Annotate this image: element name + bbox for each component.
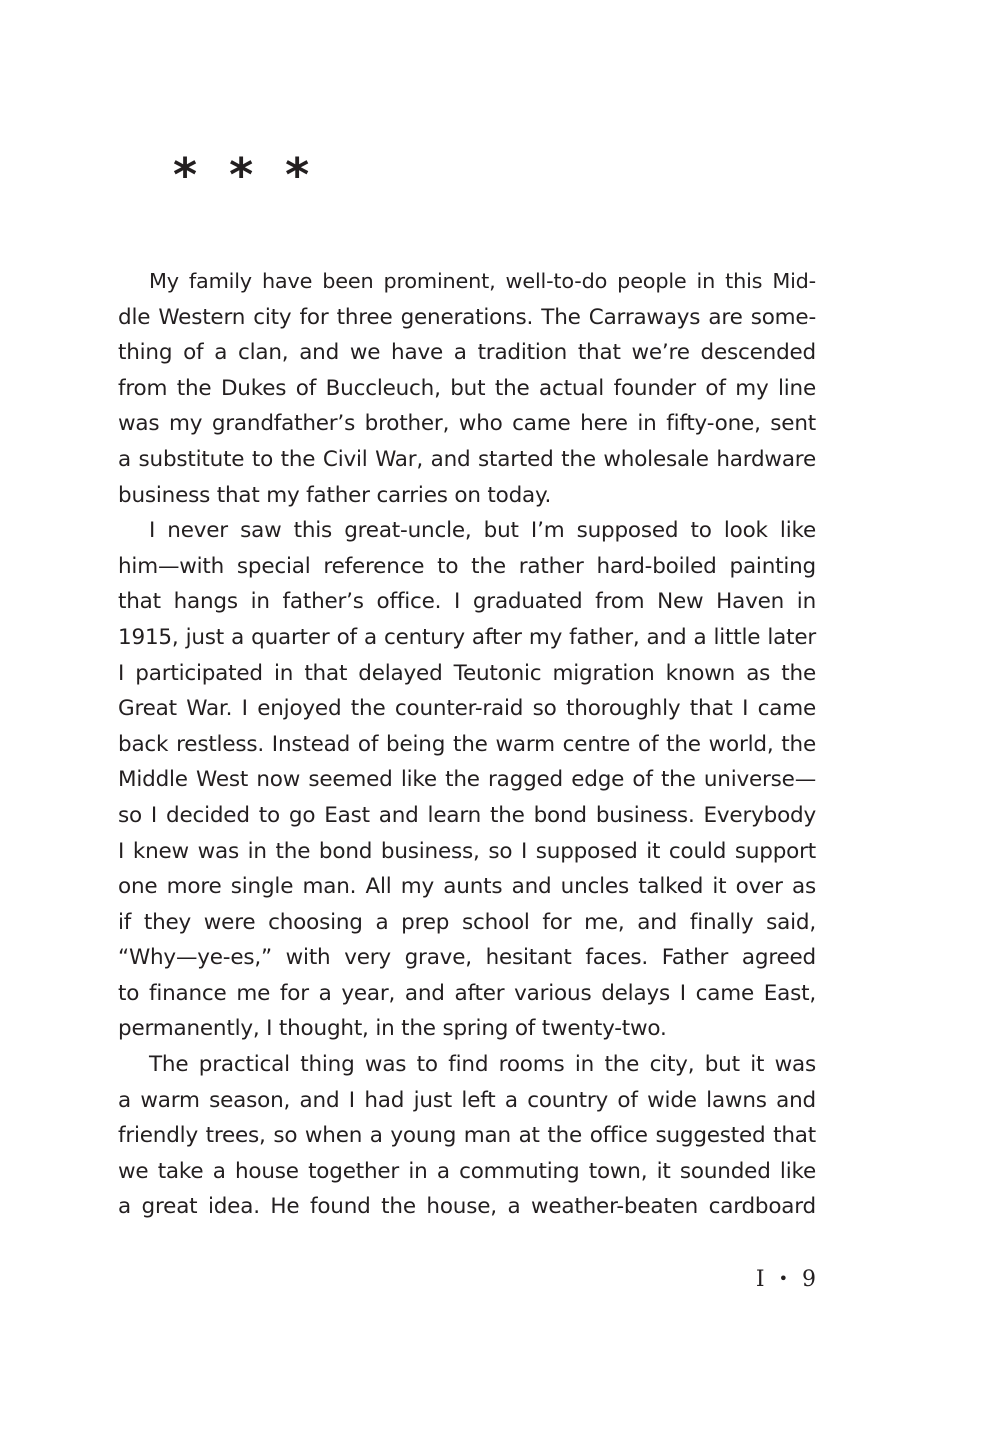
paragraph-2 [118,513,816,1047]
paragraph-1 [118,264,816,513]
text-line: Middle West now seemed like the ragged edge of the universe— [118,767,816,793]
text-line: so I decided to go East and learn the bond business. Everybody [118,802,816,828]
text-line: 1915, just a quarter of a century after my father, and a little later [118,624,816,650]
text-line: My family have been prominent, well-to-do people in this Mid- [149,269,816,293]
text-line: The practical thing was to find rooms in the city, but it was [149,1052,816,1078]
text-line: one more single man. All my aunts and uncles talked it over as [118,874,816,900]
text-line: “Why—ye-es,” with very grave, hesitant faces. Father agreed [118,945,816,971]
section-break-ornament: * * * [173,148,318,202]
text-line: I knew was in the bond business, so I supposed it could support [118,838,816,864]
text-line: to finance me for a year, and after various delays I came East, [118,980,816,1006]
text-line: dle Western city for three generations. The Carraways are some- [118,304,816,330]
text-line: a substitute to the Civil War, and started the wholesale hardware [118,446,816,472]
text-line: permanently, I thought, in the spring of twenty-two. [118,1016,667,1042]
text-line: him—with special reference to the rather hard-boiled painting [118,553,816,579]
page-folio [756,1265,816,1296]
text-line: was my grandfather’s brother, who came here in fifty-one, sent [118,411,816,437]
page-number: 9 [802,1267,816,1292]
text-line: I never saw this great-uncle, but I’m supposed to look like [149,518,816,544]
text-line: if they were choosing a prep school for me, and finally said, [118,909,816,935]
paragraph-3 [118,1047,816,1225]
text-line: friendly trees, so when a young man at the office suggested that [118,1123,816,1149]
body-text [118,264,816,1225]
text-line: a great idea. He found the house, a weather-beaten cardboard [118,1194,816,1220]
text-line: thing of a clan, and we have a tradition that we’re descended [118,340,816,366]
text-line: Great War. I enjoyed the counter-raid so thoroughly that I came [118,696,816,722]
text-line: I participated in that delayed Teutonic migration known as the [118,660,816,686]
chapter-number: I [755,1267,765,1292]
text-line: we take a house together in a commuting town, it sounded like [118,1158,816,1184]
text-line: that hangs in father’s office. I graduated from New Haven in [118,589,816,615]
text-line: back restless. Instead of being the warm centre of the world, the [118,731,816,757]
text-line: a warm season, and I had just left a country of wide lawns and [118,1087,816,1113]
text-line: business that my father carries on today. [118,482,552,508]
folio-separator: • [778,1269,788,1288]
text-line: from the Dukes of Buccleuch, but the actual founder of my line [118,375,816,401]
